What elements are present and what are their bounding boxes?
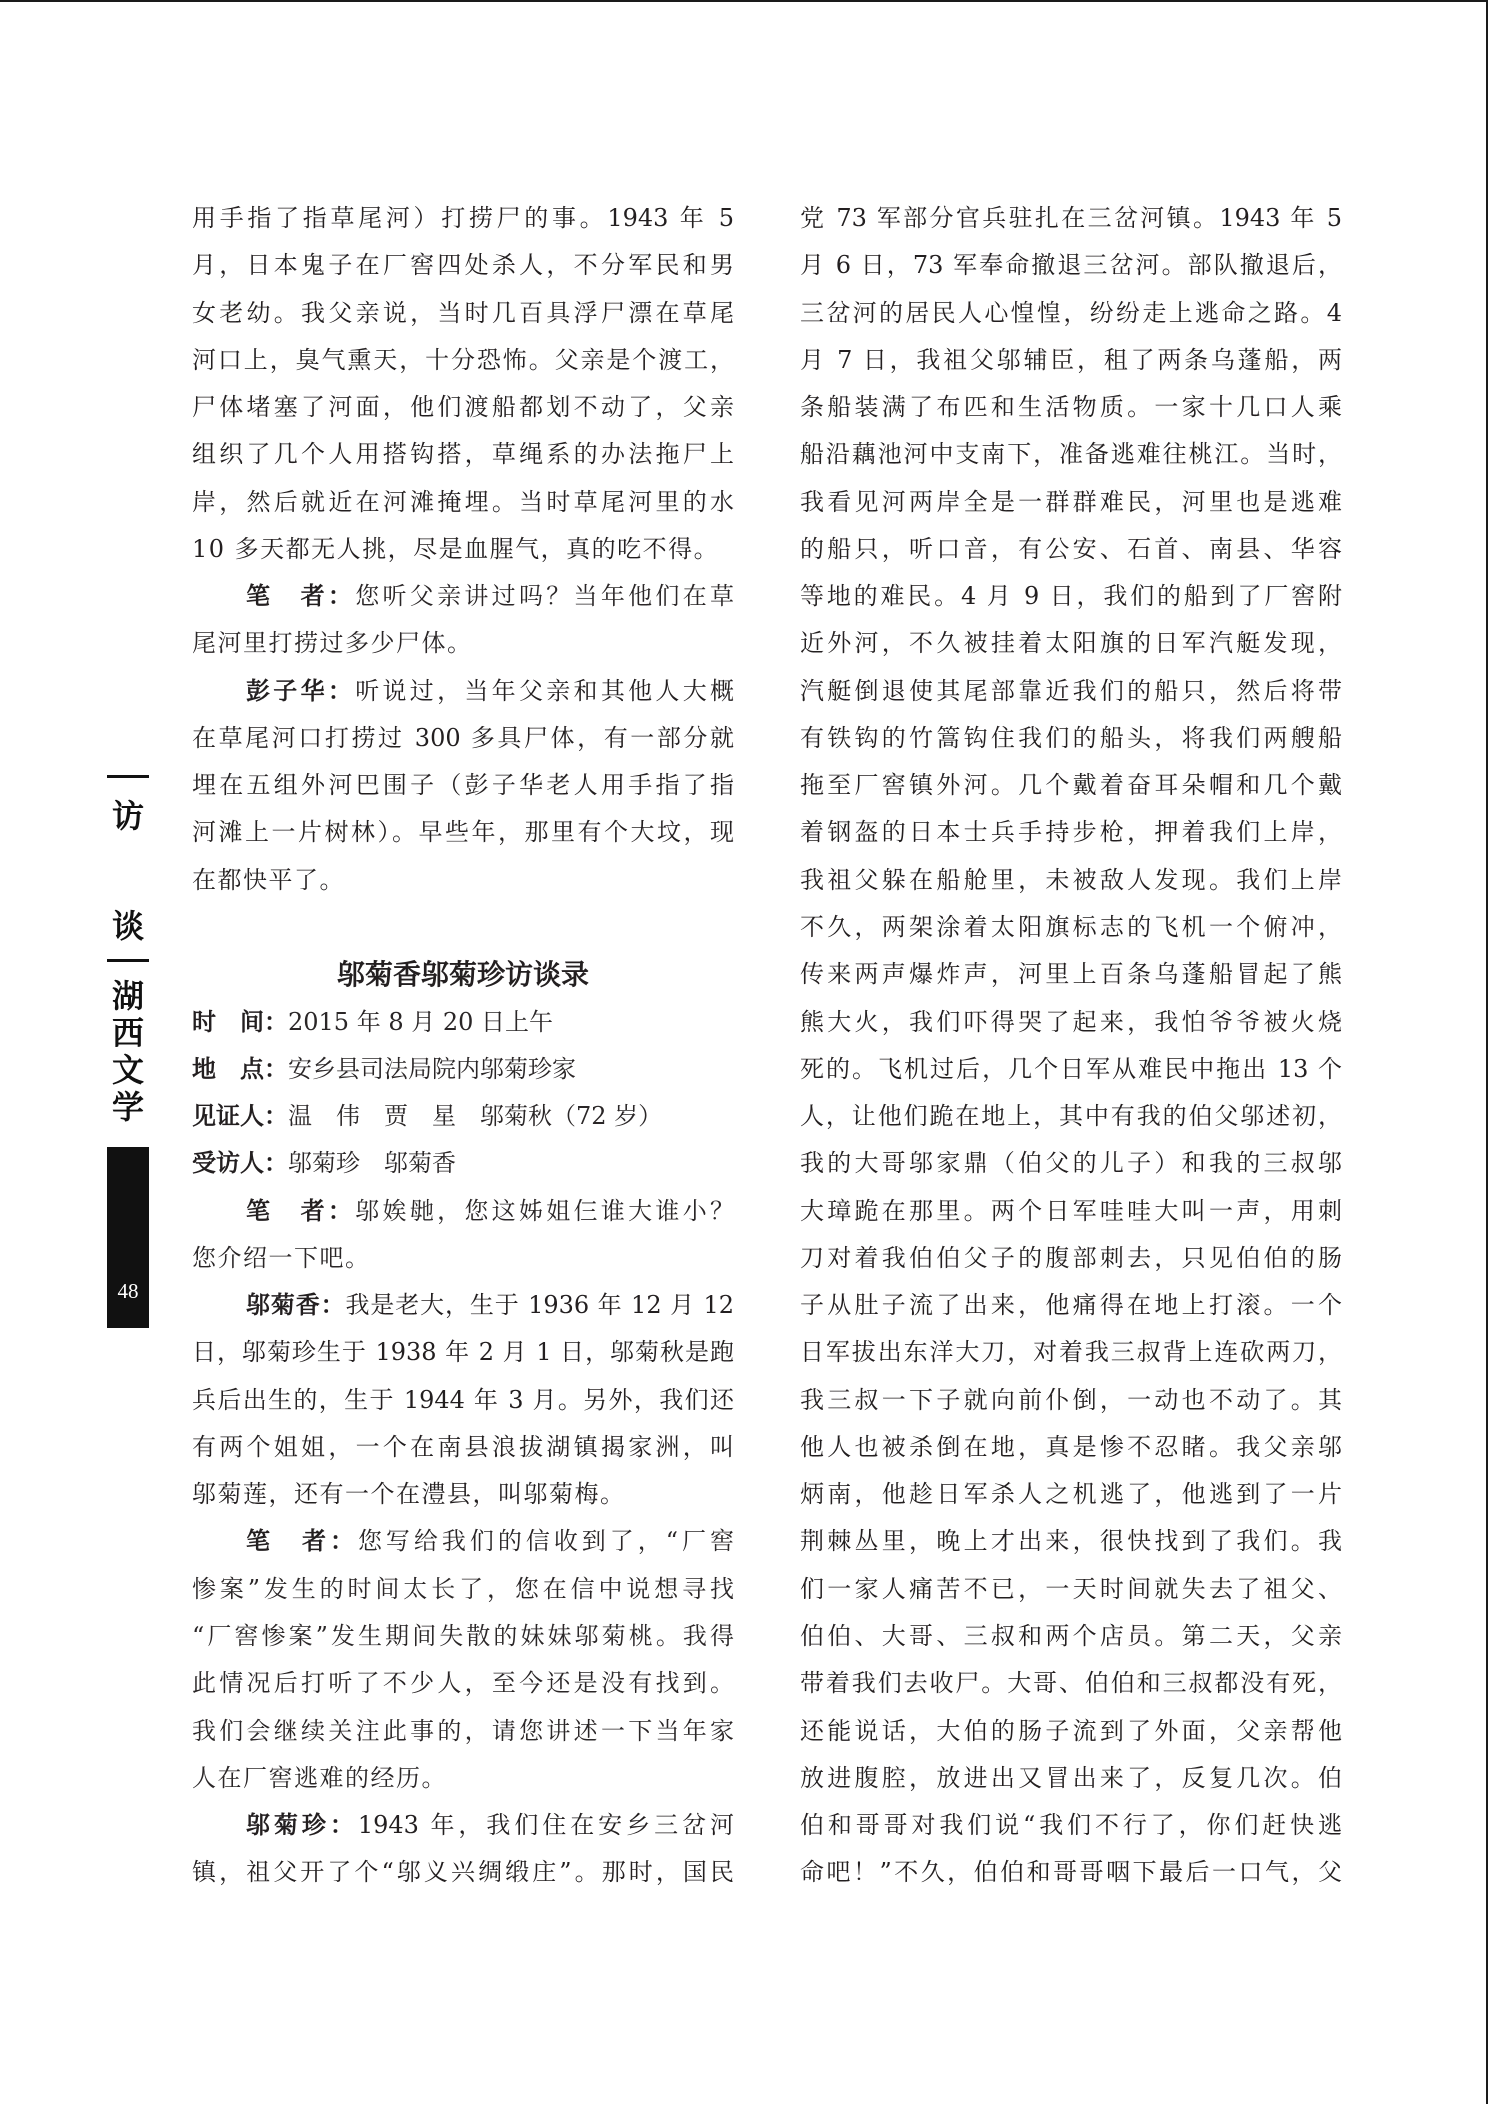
text-line: 死的。飞机过后，几个日军从难民中拖出 13 个 (800, 1054, 1342, 1083)
meta-line (192, 1140, 734, 1187)
question-text: 您写给我们的信收到了，“厂窖 (357, 1527, 734, 1556)
text-line: 汽艇倒退使其尾部靠近我们的船只，然后将带 (800, 676, 1342, 705)
question-line: 尾河里打捞过多少尸体。 (192, 629, 473, 658)
text-line: 尸体堵塞了河面，他们渡船都划不动了，父亲 (192, 393, 734, 422)
speaker-label: 邬菊香： (246, 1291, 346, 1320)
answer-line: 兵后出生的，生于 1944 年 3 月。另外，我们还 (192, 1385, 734, 1414)
text-line: 岸，然后就近在河滩掩埋。当时草尾河里的水 (192, 487, 734, 516)
question-line: 我们会继续关注此事的，请您讲述一下当年家 (192, 1716, 734, 1745)
answer-line (192, 668, 734, 715)
meta-line (192, 1093, 734, 1140)
answer-line (192, 1282, 734, 1329)
text-line: 人，让他们跪在地上，其中有我的伯父邬述初， (800, 1102, 1342, 1131)
speaker-label: 邬菊珍： (246, 1811, 358, 1840)
text-line: 他人也被杀倒在地，真是惨不忍睹。我父亲邬 (800, 1432, 1342, 1461)
text-line: 刀对着我伯伯父子的腹部刺去，只见伯伯的肠 (800, 1243, 1342, 1272)
text-line: 日军拔出东洋大刀，对着我三叔背上连砍两刀， (800, 1338, 1342, 1367)
answer-text: 我是老大，生于 1936 年 12 月 12 (345, 1291, 735, 1320)
text-line: 河口上，臭气熏天，十分恐怖。父亲是个渡工， (192, 345, 734, 374)
text-line: 拖至厂窖镇外河。几个戴着奋耳朵帽和几个戴 (800, 771, 1342, 800)
text-line: 女老幼。我父亲说，当时几百具浮尸漂在草尾 (192, 298, 734, 327)
text-line: 党 73 军部分官兵驻扎在三岔河镇。1943 年 5 (800, 204, 1342, 232)
answer-line (192, 1802, 734, 1849)
meta-value: 邬菊珍 邬菊香 (288, 1149, 456, 1178)
text-line: 10 多天都无人挑，尽是血腥气，真的吃不得。 (192, 534, 720, 563)
text-line: 我的大哥邬家鼎（伯父的儿子）和我的三叔邬 (800, 1149, 1342, 1178)
text-line: 带着我们去收尸。大哥、伯伯和三叔都没有死， (800, 1669, 1342, 1698)
text-line: 我祖父躲在船舱里，未被敌人发现。我们上岸 (800, 865, 1342, 894)
text-line: 的船只，听口音，有公安、石首、南县、华容 (800, 534, 1342, 563)
question-line (192, 1188, 734, 1235)
text-line: 等地的难民。4 月 9 日，我们的船到了厂窖附 (800, 582, 1342, 611)
text-line: 我三叔一下子就向前仆倒，一动也不动了。其 (800, 1385, 1342, 1414)
answer-line: 埋在五组外河巴围子（彭子华老人用手指了指 (192, 771, 734, 800)
meta-line (192, 999, 734, 1046)
meta-value: 2015 年 8 月 20 日上午 (288, 1007, 554, 1036)
text-line: 月 7 日，我祖父邬辅臣，租了两条乌蓬船，两 (800, 345, 1342, 374)
question-line (192, 573, 734, 620)
text-line: 月 6 日，73 军奉命撤退三岔河。部队撤退后， (800, 251, 1342, 280)
speaker-label: 笔 者： (246, 1527, 358, 1556)
question-line: 您介绍一下吧。 (192, 1243, 371, 1272)
text-line: 我看见河两岸全是一群群难民，河里也是逃难 (800, 487, 1342, 516)
answer-line: 邬菊莲，还有一个在澧县，叫邬菊梅。 (192, 1480, 626, 1509)
answer-line: 镇，祖父开了个“邬义兴绸缎庄”。那时，国民 (192, 1858, 734, 1887)
answer-line: 日，邬菊珍生于 1938 年 2 月 1 日，邬菊秋是跑 (192, 1338, 734, 1367)
speaker-label: 笔 者： (246, 582, 356, 611)
text-line: 还能说话，大伯的肠子流到了外面，父亲帮他 (800, 1716, 1342, 1745)
answer-line: 有两个姐姐，一个在南县浪拔湖镇揭家洲，叫 (192, 1432, 734, 1461)
text-line: 伯伯、大哥、三叔和两个店员。第二天，父亲 (800, 1621, 1342, 1650)
text-line: 传来两声爆炸声，河里上百条乌蓬船冒起了熊 (800, 960, 1342, 989)
text-line: 近外河，不久被挂着太阳旗的日军汽艇发现， (800, 629, 1342, 658)
text-line: 不久，两架涂着太阳旗标志的飞机一个俯冲， (800, 912, 1342, 941)
meta-line (192, 1046, 734, 1093)
text-line: 荆棘丛里，晚上才出来，很快找到了我们。我 (800, 1527, 1342, 1556)
text-line: 命吧！”不久，伯伯和哥哥咽下最后一口气，父 (800, 1858, 1342, 1887)
text-line: 们一家人痛苦不已，一天时间就失去了祖父、 (800, 1574, 1342, 1603)
text-line: 炳南，他趁日军杀人之机逃了，他逃到了一片 (800, 1480, 1342, 1509)
meta-value: 温 伟 贾 星 邬菊秋（72 岁） (288, 1102, 663, 1131)
text-line: 放进腹腔，放进出又冒出来了，反复几次。伯 (800, 1763, 1342, 1792)
answer-line: 在草尾河口打捞过 300 多具尸体，有一部分就 (192, 723, 734, 752)
text-line: 用手指了指草尾河）打捞尸的事。1943 年 5 (192, 204, 734, 232)
meta-label: 受访人： (192, 1149, 288, 1178)
answer-text: 听说过，当年父亲和其他人大概 (355, 676, 735, 705)
page-frame-top-edge (0, 0, 1488, 2)
answer-text: 1943 年，我们住在安乡三岔河 (357, 1811, 734, 1840)
magazine-logo: 湖西文学 (111, 977, 144, 1126)
text-line: 着钢盔的日本士兵手持步枪，押着我们上岸， (800, 818, 1342, 847)
text-line: 组织了几个人用搭钩搭，草绳系的办法拖尸上 (192, 440, 734, 469)
meta-label: 时 间： (192, 1007, 288, 1036)
meta-label: 地 点： (192, 1054, 288, 1083)
speaker-label: 彭子华： (246, 676, 356, 705)
section-title: 邬菊香邬菊珍访谈录 (336, 958, 589, 992)
section-tab-char: 访 (111, 797, 144, 835)
question-line (192, 1518, 734, 1565)
answer-line: 河滩上一片树林）。早些年，那里有个大坟，现 (192, 818, 734, 847)
page-number: 48 (117, 1279, 139, 1303)
question-text: 邬娭毑，您这姊姐仨谁大谁小？ (355, 1196, 735, 1225)
text-line: 条船装满了布匹和生活物质。一家十几口人乘 (800, 393, 1342, 422)
section-tab-rule-top (107, 775, 149, 778)
text-line: 有铁钩的竹篙钩住我们的船头，将我们两艘船 (800, 723, 1342, 752)
text-line: 三岔河的居民人心惶惶，纷纷走上逃命之路。4 (800, 298, 1342, 327)
meta-label: 见证人： (192, 1102, 288, 1131)
section-tab-char: 谈 (111, 907, 144, 945)
text-line: 月，日本鬼子在厂窖四处杀人，不分军民和男 (192, 251, 734, 280)
text-line: 伯和哥哥对我们说“我们不行了，你们赶快逃 (800, 1811, 1342, 1840)
text-line: 子从肚子流了出来，他痛得在地上打滚。一个 (800, 1291, 1342, 1320)
question-line: 人在厂窖逃难的经历。 (192, 1763, 447, 1792)
text-line: 船沿藕池河中支南下，准备逃难往桃江。当时， (800, 440, 1342, 469)
answer-line: 在都快平了。 (192, 865, 345, 894)
speaker-label: 笔 者： (246, 1196, 356, 1225)
section-tab-rule-bottom (107, 959, 149, 962)
left-column (192, 195, 734, 1897)
question-line: 惨案”发生的时间太长了，您在信中说想寻找 (192, 1574, 734, 1603)
question-line: 此情况后打听了不少人，至今还是没有找到。 (192, 1669, 734, 1698)
meta-value: 安乡县司法局院内邬菊珍家 (288, 1054, 576, 1083)
question-text: 您听父亲讲过吗？当年他们在草 (355, 582, 735, 611)
question-line: “厂窖惨案”发生期间失散的妹妹邬菊桃。我得 (192, 1621, 734, 1650)
right-column (800, 195, 1342, 1897)
text-line: 大璋跪在那里。两个日军哇哇大叫一声，用刺 (800, 1196, 1342, 1225)
page-number-box (107, 1147, 149, 1328)
text-line: 熊大火，我们吓得哭了起来，我怕爷爷被火烧 (800, 1007, 1342, 1036)
blank-line (192, 904, 734, 951)
